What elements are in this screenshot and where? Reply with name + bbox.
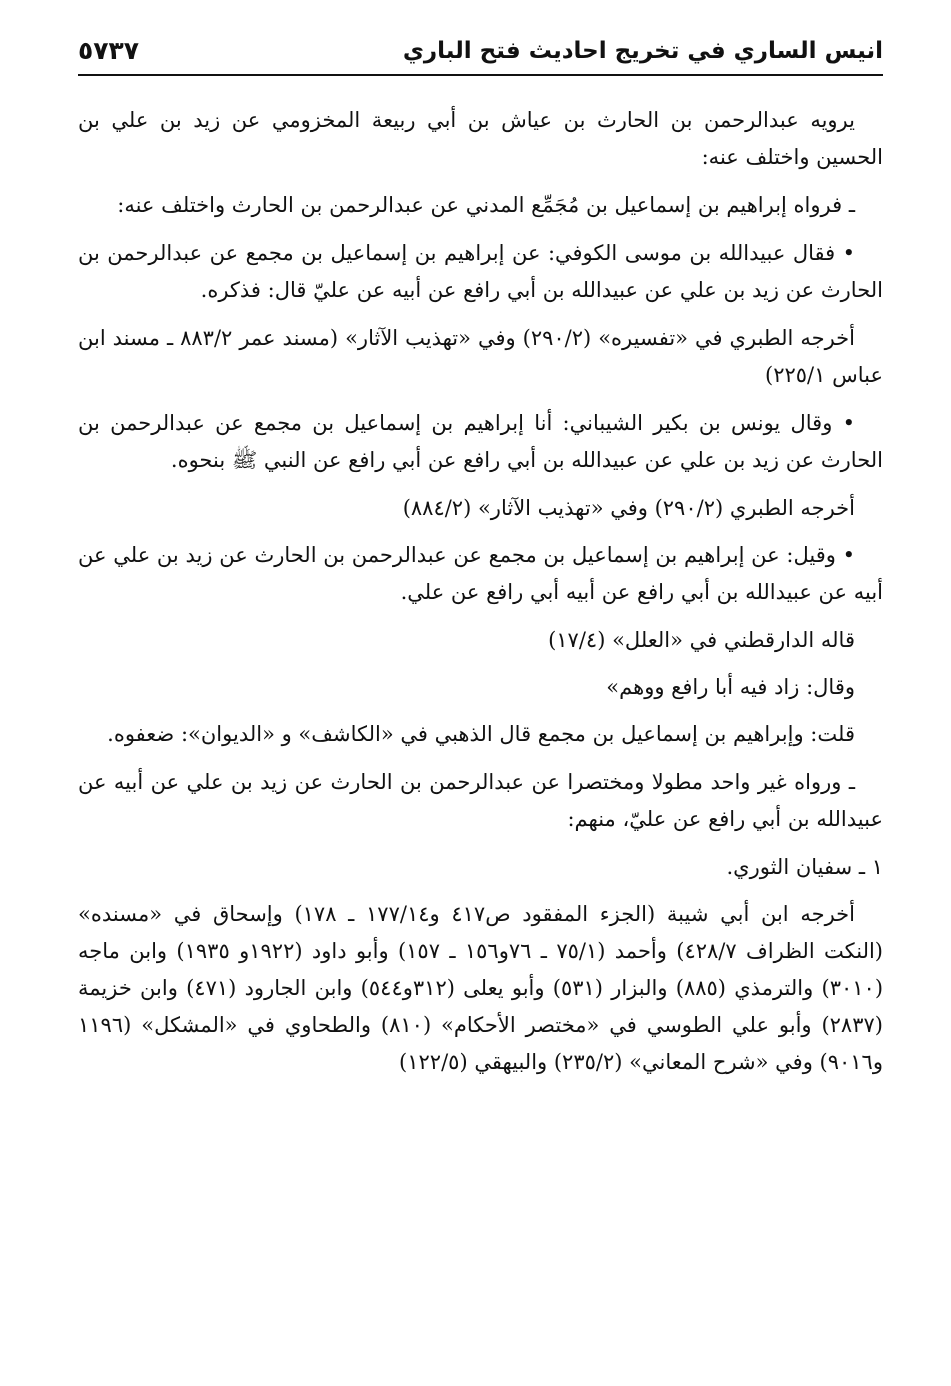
paragraph: • وقال يونس بن بكير الشيباني: أنا إبراهيم بن إسماعيل بن مجمع عن عبدالرحمن بن الحارث عن زيد بن علي عن عبيدالله بن أبي رافع عن أبي رافع عن النبي ﷺ بنحوه. (78, 411, 883, 472)
page-header (78, 30, 883, 76)
paragraph: ـ فرواه إبراهيم بن إسماعيل بن مُجَمِّع المدني عن عبدالرحمن بن الحارث واختلف عنه: (117, 193, 855, 217)
list-item: ١ ـ سفيان الثوري. (726, 855, 883, 879)
paragraph: ـ ورواه غير واحد مطولا ومختصرا عن عبدالرحمن بن الحارث عن زيد بن علي عن أبيه عن عبيدالله بن أبي رافع عن عليّ، منهم: (78, 770, 883, 831)
paragraph: قاله الدارقطني في «العلل» (١٧/٤) (548, 628, 855, 652)
book-title: انيس الساري في تخريج احاديث فتح الباري (402, 38, 883, 64)
paragraph: وقال: زاد فيه أبا رافع ووهم» (606, 675, 855, 699)
paragraph: أخرجه الطبري (٢٩٠/٢) وفي «تهذيب الآثار» (٨٨٤/٢) (402, 496, 855, 520)
page-body (78, 102, 883, 1092)
paragraph: يرويه عبدالرحمن بن الحارث بن عياش بن أبي ربيعة المخزومي عن زيد بن علي بن الحسين واختلف عنه: (78, 108, 883, 169)
paragraph: • فقال عبيدالله بن موسى الكوفي: عن إبراهيم بن إسماعيل بن مجمع عن عبدالرحمن بن الحارث عن زيد بن علي عن عبيدالله بن أبي رافع عن أبيه عن عليّ قال: فذكره. (78, 241, 883, 302)
paragraph: قلت: وإبراهيم بن إسماعيل بن مجمع قال الذهبي في «الكاشف» و «الديوان»: ضعفوه. (107, 722, 855, 746)
paragraph: • وقيل: عن إبراهيم بن إسماعيل بن مجمع عن عبدالرحمن بن الحارث عن زيد بن علي عن أبيه عن عبيدالله بن أبي رافع عن أبيه أبي رافع عن علي. (78, 543, 883, 604)
paragraph: أخرجه الطبري في «تفسيره» (٢٩٠/٢) وفي «تهذيب الآثار» (مسند عمر ٨٨٣/٢ ـ مسند ابن عباس ٢٢٥/١) (78, 326, 883, 387)
paragraph: أخرجه ابن أبي شيبة (الجزء المفقود ص٤١٧ و١٧٧/١٤ ـ ١٧٨) وإسحاق في «مسنده» (النكت الظراف ٤٢٨/٧) وأحمد (٧٥/١ ـ ٧٦و١٥٦ ـ ١٥٧) وأبو داود (١٩٢٢و ١٩٣٥) وابن ماجه (٣٠١٠) والترمذي (٨٨٥) والبزار (٥٣١) وأبو يعلى (٣١٢و٥٤٤) وابن الجارود (٤٧١) وابن خزيمة (٢٨٣٧) وأبو علي الطوسي في «مختصر الأحكام» (٨١٠) والطحاوي في «المشكل» (١١٩٦ و٩٠١٦) وفي «شرح المعاني» (٢٣٥/٢) والبيهقي (١٢٢/٥) (78, 902, 884, 1074)
page-number: ٥٧٣٧ (78, 36, 140, 65)
